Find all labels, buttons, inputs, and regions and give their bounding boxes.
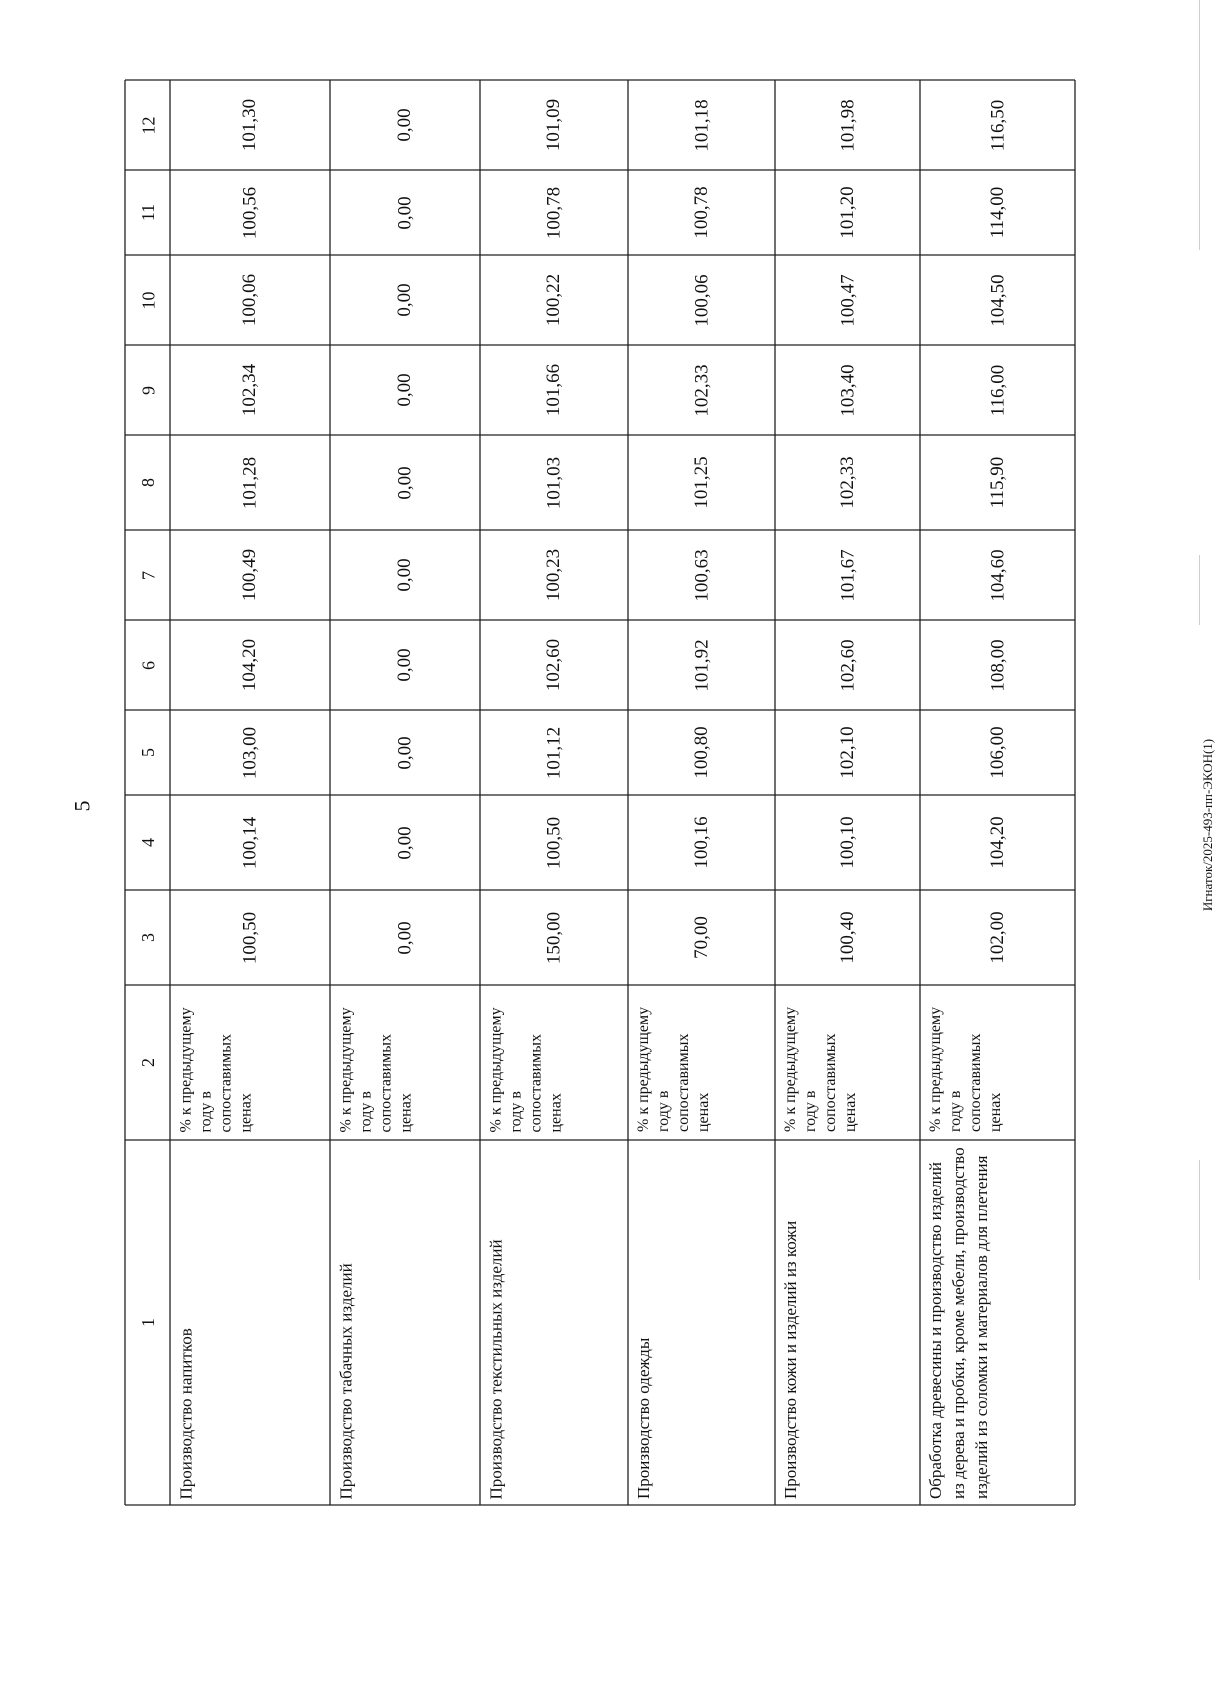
table-cell-value: 101,09 — [543, 98, 564, 152]
table-cell-value: 116,00 — [986, 364, 1008, 416]
table-cell-value: 100,06 — [239, 273, 260, 327]
table-cell-value: 0,00 — [394, 465, 415, 500]
row-label: Производство текстильных изделий — [486, 1238, 505, 1499]
table-cell-value: 100,06 — [690, 273, 712, 327]
column-number-header: 10 — [137, 291, 158, 309]
page-number: 5 — [69, 800, 95, 812]
table-cell-value: 100,10 — [836, 816, 858, 869]
table-cell-value: 0,00 — [394, 558, 415, 592]
table-cell-value: 100,47 — [836, 273, 858, 327]
table-cell-value: 101,03 — [543, 456, 564, 509]
table-cell-value: 150,00 — [543, 911, 564, 964]
table-cell-value: 101,12 — [543, 726, 564, 779]
column-number-header: 7 — [137, 570, 158, 580]
table-cell-value: 100,63 — [690, 548, 712, 602]
table-cell-value: 100,50 — [543, 816, 564, 869]
column-number-header: 4 — [137, 838, 158, 847]
row-label: Производство табачных изделий — [336, 1262, 355, 1499]
column-number-header: 6 — [137, 660, 158, 670]
table-cell-value: 0,00 — [394, 283, 415, 317]
table-cell-value: 106,00 — [986, 726, 1008, 779]
table-cell-value: 0,00 — [394, 373, 415, 407]
row-label: Производство напитков — [176, 1327, 195, 1499]
table-cell-value: 70,00 — [690, 916, 712, 959]
table-cell-value: 101,18 — [690, 98, 712, 152]
table-cell-value: 108,00 — [986, 638, 1008, 692]
table-cell-value: 100,49 — [239, 548, 260, 602]
table-cell-value: 101,30 — [239, 98, 260, 152]
row-unit: % к предыдущему году в сопоставимых ценах — [177, 1006, 254, 1132]
table-cell-value: 100,50 — [239, 911, 260, 964]
table-cell-value: 101,92 — [690, 638, 712, 692]
table-cell-value: 101,66 — [543, 363, 564, 417]
table-cell-value: 0,00 — [394, 108, 415, 142]
table-cell-value: 104,50 — [986, 273, 1008, 327]
row-label: Производство кожи и изделий из кожи — [781, 1220, 800, 1499]
table-cell-value: 100,78 — [543, 186, 564, 239]
table-cell-value: 101,25 — [690, 456, 712, 509]
table-cell-value: 104,20 — [239, 638, 260, 692]
column-number-header: 12 — [137, 116, 158, 134]
column-number-header: 3 — [137, 933, 158, 942]
column-number-header: 2 — [137, 1058, 158, 1067]
table-cell-value: 101,20 — [836, 186, 858, 239]
table-cell-value: 100,40 — [836, 911, 858, 964]
table-cell-value: 103,00 — [239, 726, 260, 779]
table-cell-value: 100,56 — [239, 186, 260, 239]
table-cell-value: 100,23 — [543, 548, 564, 602]
table-cell-value: 100,78 — [690, 186, 712, 239]
table-cell-value: 116,50 — [986, 99, 1008, 151]
column-number-header: 1 — [137, 1318, 158, 1327]
table-cell-value: 115,90 — [986, 456, 1008, 509]
row-unit: % к предыдущему году в сопоставимых ценах — [782, 1006, 859, 1132]
table-cell-value: 0,00 — [394, 735, 415, 770]
table-cell-value: 102,60 — [836, 638, 858, 692]
table-cell-value: 102,33 — [836, 456, 858, 509]
table-cell-value: 101,67 — [836, 548, 858, 602]
row-unit: % к предыдущему году в сопоставимых ценах — [927, 1006, 1004, 1132]
row-unit: % к предыдущему году в сопоставимых ценах — [635, 1006, 712, 1132]
table-cell-value: 102,33 — [690, 363, 712, 417]
table-cell-value: 100,80 — [690, 726, 712, 779]
document-code: Игнаток/2025-493-пп-ЭКОН(1) — [1200, 738, 1215, 912]
column-number-header: 5 — [137, 748, 158, 757]
table-cell-value: 101,98 — [836, 98, 858, 152]
row-unit: % к предыдущему году в сопоставимых ценах — [487, 1006, 564, 1132]
column-number-header: 8 — [137, 478, 158, 487]
table-cell-value: 102,60 — [543, 638, 564, 692]
row-unit: % к предыдущему году в сопоставимых ценах — [337, 1006, 414, 1132]
table-cell-value: 0,00 — [394, 825, 415, 860]
table-cell-value: 102,00 — [986, 911, 1008, 964]
row-label: Производство одежды — [634, 1337, 653, 1499]
table-cell-value: 104,60 — [986, 548, 1008, 602]
table-cell-value: 0,00 — [394, 195, 415, 230]
table-cell-value: 0,00 — [394, 648, 415, 682]
table-cell-value: 100,22 — [543, 273, 564, 327]
table-cell-value: 0,00 — [394, 920, 415, 955]
table-cell-value: 104,20 — [986, 816, 1008, 869]
column-number-header: 9 — [137, 385, 158, 395]
column-number-header: 11 — [137, 203, 158, 222]
table-cell-value: 114,00 — [986, 186, 1008, 239]
table-cell-value: 100,16 — [690, 816, 712, 869]
row-label: Обработка древесины и производство изделий из дерева и пробки, кроме мебели, производство изделий из соломки и материалов для плетения — [926, 1147, 991, 1499]
table-cell-value: 100,14 — [239, 816, 260, 869]
table-cell-value: 103,40 — [836, 363, 858, 417]
table-cell-value: 102,34 — [239, 363, 260, 417]
table-cell-value: 102,10 — [836, 726, 858, 779]
table-cell-value: 101,28 — [239, 456, 260, 509]
